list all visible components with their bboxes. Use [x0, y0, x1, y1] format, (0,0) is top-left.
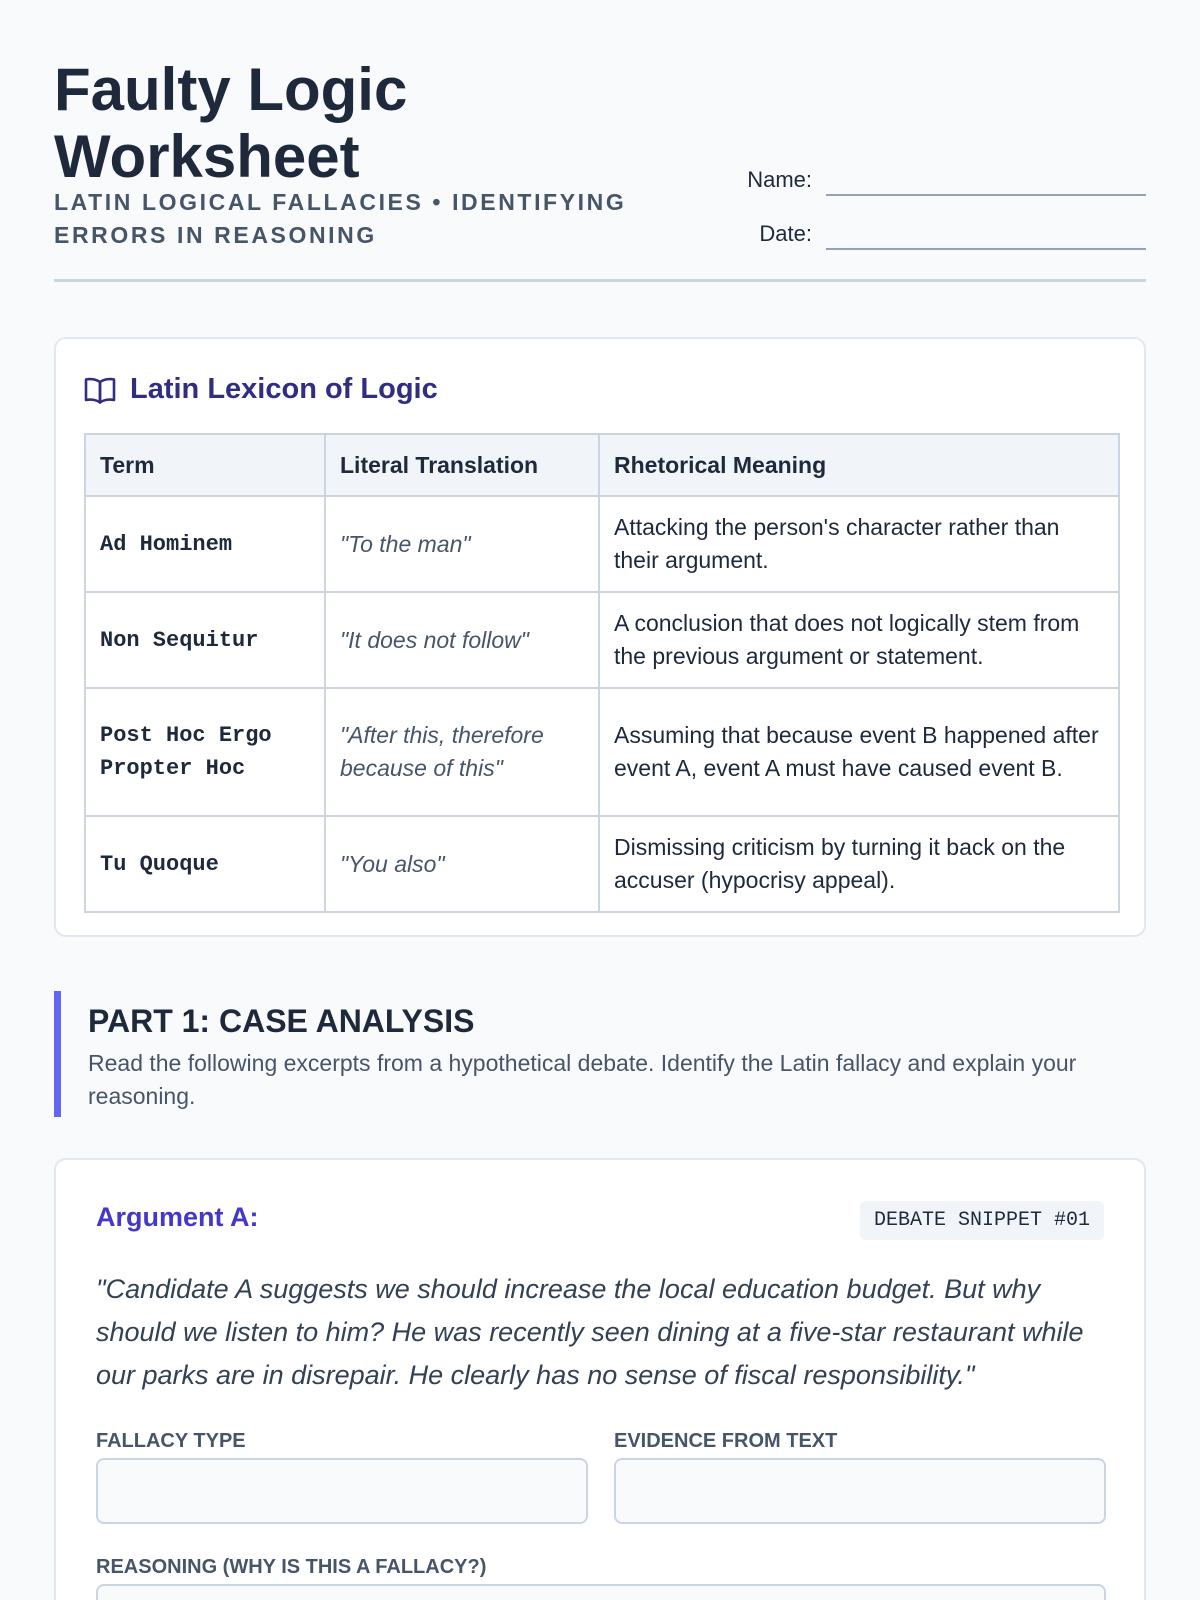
name-field [740, 166, 1146, 194]
table-header-row [85, 434, 1119, 496]
column-header-literal: Literal Translation [325, 434, 599, 496]
part1-title: PART 1: CASE ANALYSIS [88, 1003, 475, 1039]
lexicon-table [84, 433, 1120, 913]
literal-cell: "After this, therefore because of this" [325, 688, 599, 816]
table-row [85, 592, 1119, 688]
fallacy-type-label: FALLACY TYPE [96, 1430, 246, 1452]
literal-cell: "You also" [325, 816, 599, 912]
part1-section-header [54, 991, 1146, 1117]
reasoning-input[interactable] [96, 1584, 1106, 1600]
term-cell: Tu Quoque [85, 816, 325, 912]
lexicon-card [54, 337, 1146, 937]
date-label: Date: [759, 221, 812, 246]
date-field [740, 220, 1146, 248]
book-open-icon [84, 375, 116, 405]
table-row [85, 496, 1119, 592]
column-header-meaning: Rhetorical Meaning [599, 434, 1119, 496]
table-row [85, 816, 1119, 912]
term-cell: Non Sequitur [85, 592, 325, 688]
worksheet-header [54, 56, 1146, 282]
fallacy-type-input[interactable] [96, 1458, 588, 1524]
literal-cell: "It does not follow" [325, 592, 599, 688]
argument-label: Argument A: [96, 1202, 259, 1232]
lexicon-title: Latin Lexicon of Logic [130, 373, 438, 405]
name-label: Name: [747, 167, 812, 192]
meaning-cell: Dismissing criticism by turning it back on the accuser (hypocrisy appeal). [599, 816, 1119, 912]
column-header-term: Term [85, 434, 325, 496]
meaning-cell: Attacking the person's character rather than their argument. [599, 496, 1119, 592]
term-cell: Ad Hominem [85, 496, 325, 592]
snippet-badge: DEBATE SNIPPET #01 [860, 1201, 1104, 1240]
reasoning-label: REASONING (WHY IS THIS A FALLACY?) [96, 1556, 487, 1578]
part1-description: Read the following excerpts from a hypothetical debate. Identify the Latin fallacy and explain your reasoning. [88, 1050, 1077, 1109]
argument-quote: "Candidate A suggests we should increase the local education budget. But why should we listen to him? He was recently seen dining at a five-star restaurant while our parks are in disrepair. He clearly has no sense of fiscal responsibility." [96, 1274, 1084, 1390]
literal-cell: "To the man" [325, 496, 599, 592]
term-cell: Post Hoc Ergo Propter Hoc [85, 688, 325, 816]
table-row [85, 688, 1119, 816]
date-line[interactable] [826, 248, 1146, 250]
argument-card [54, 1158, 1146, 1600]
meaning-cell: Assuming that because event B happened after event A, event A must have caused event B. [599, 688, 1119, 816]
page-title: Faulty Logic Worksheet [54, 56, 408, 190]
evidence-label: EVIDENCE FROM TEXT [614, 1430, 838, 1452]
lexicon-heading [84, 373, 438, 406]
meaning-cell: A conclusion that does not logically stem from the previous argument or statement. [599, 592, 1119, 688]
name-line[interactable] [826, 194, 1146, 196]
evidence-input[interactable] [614, 1458, 1106, 1524]
page-subtitle: LATIN LOGICAL FALLACIES • IDENTIFYING ERRORS IN REASONING [54, 189, 627, 248]
